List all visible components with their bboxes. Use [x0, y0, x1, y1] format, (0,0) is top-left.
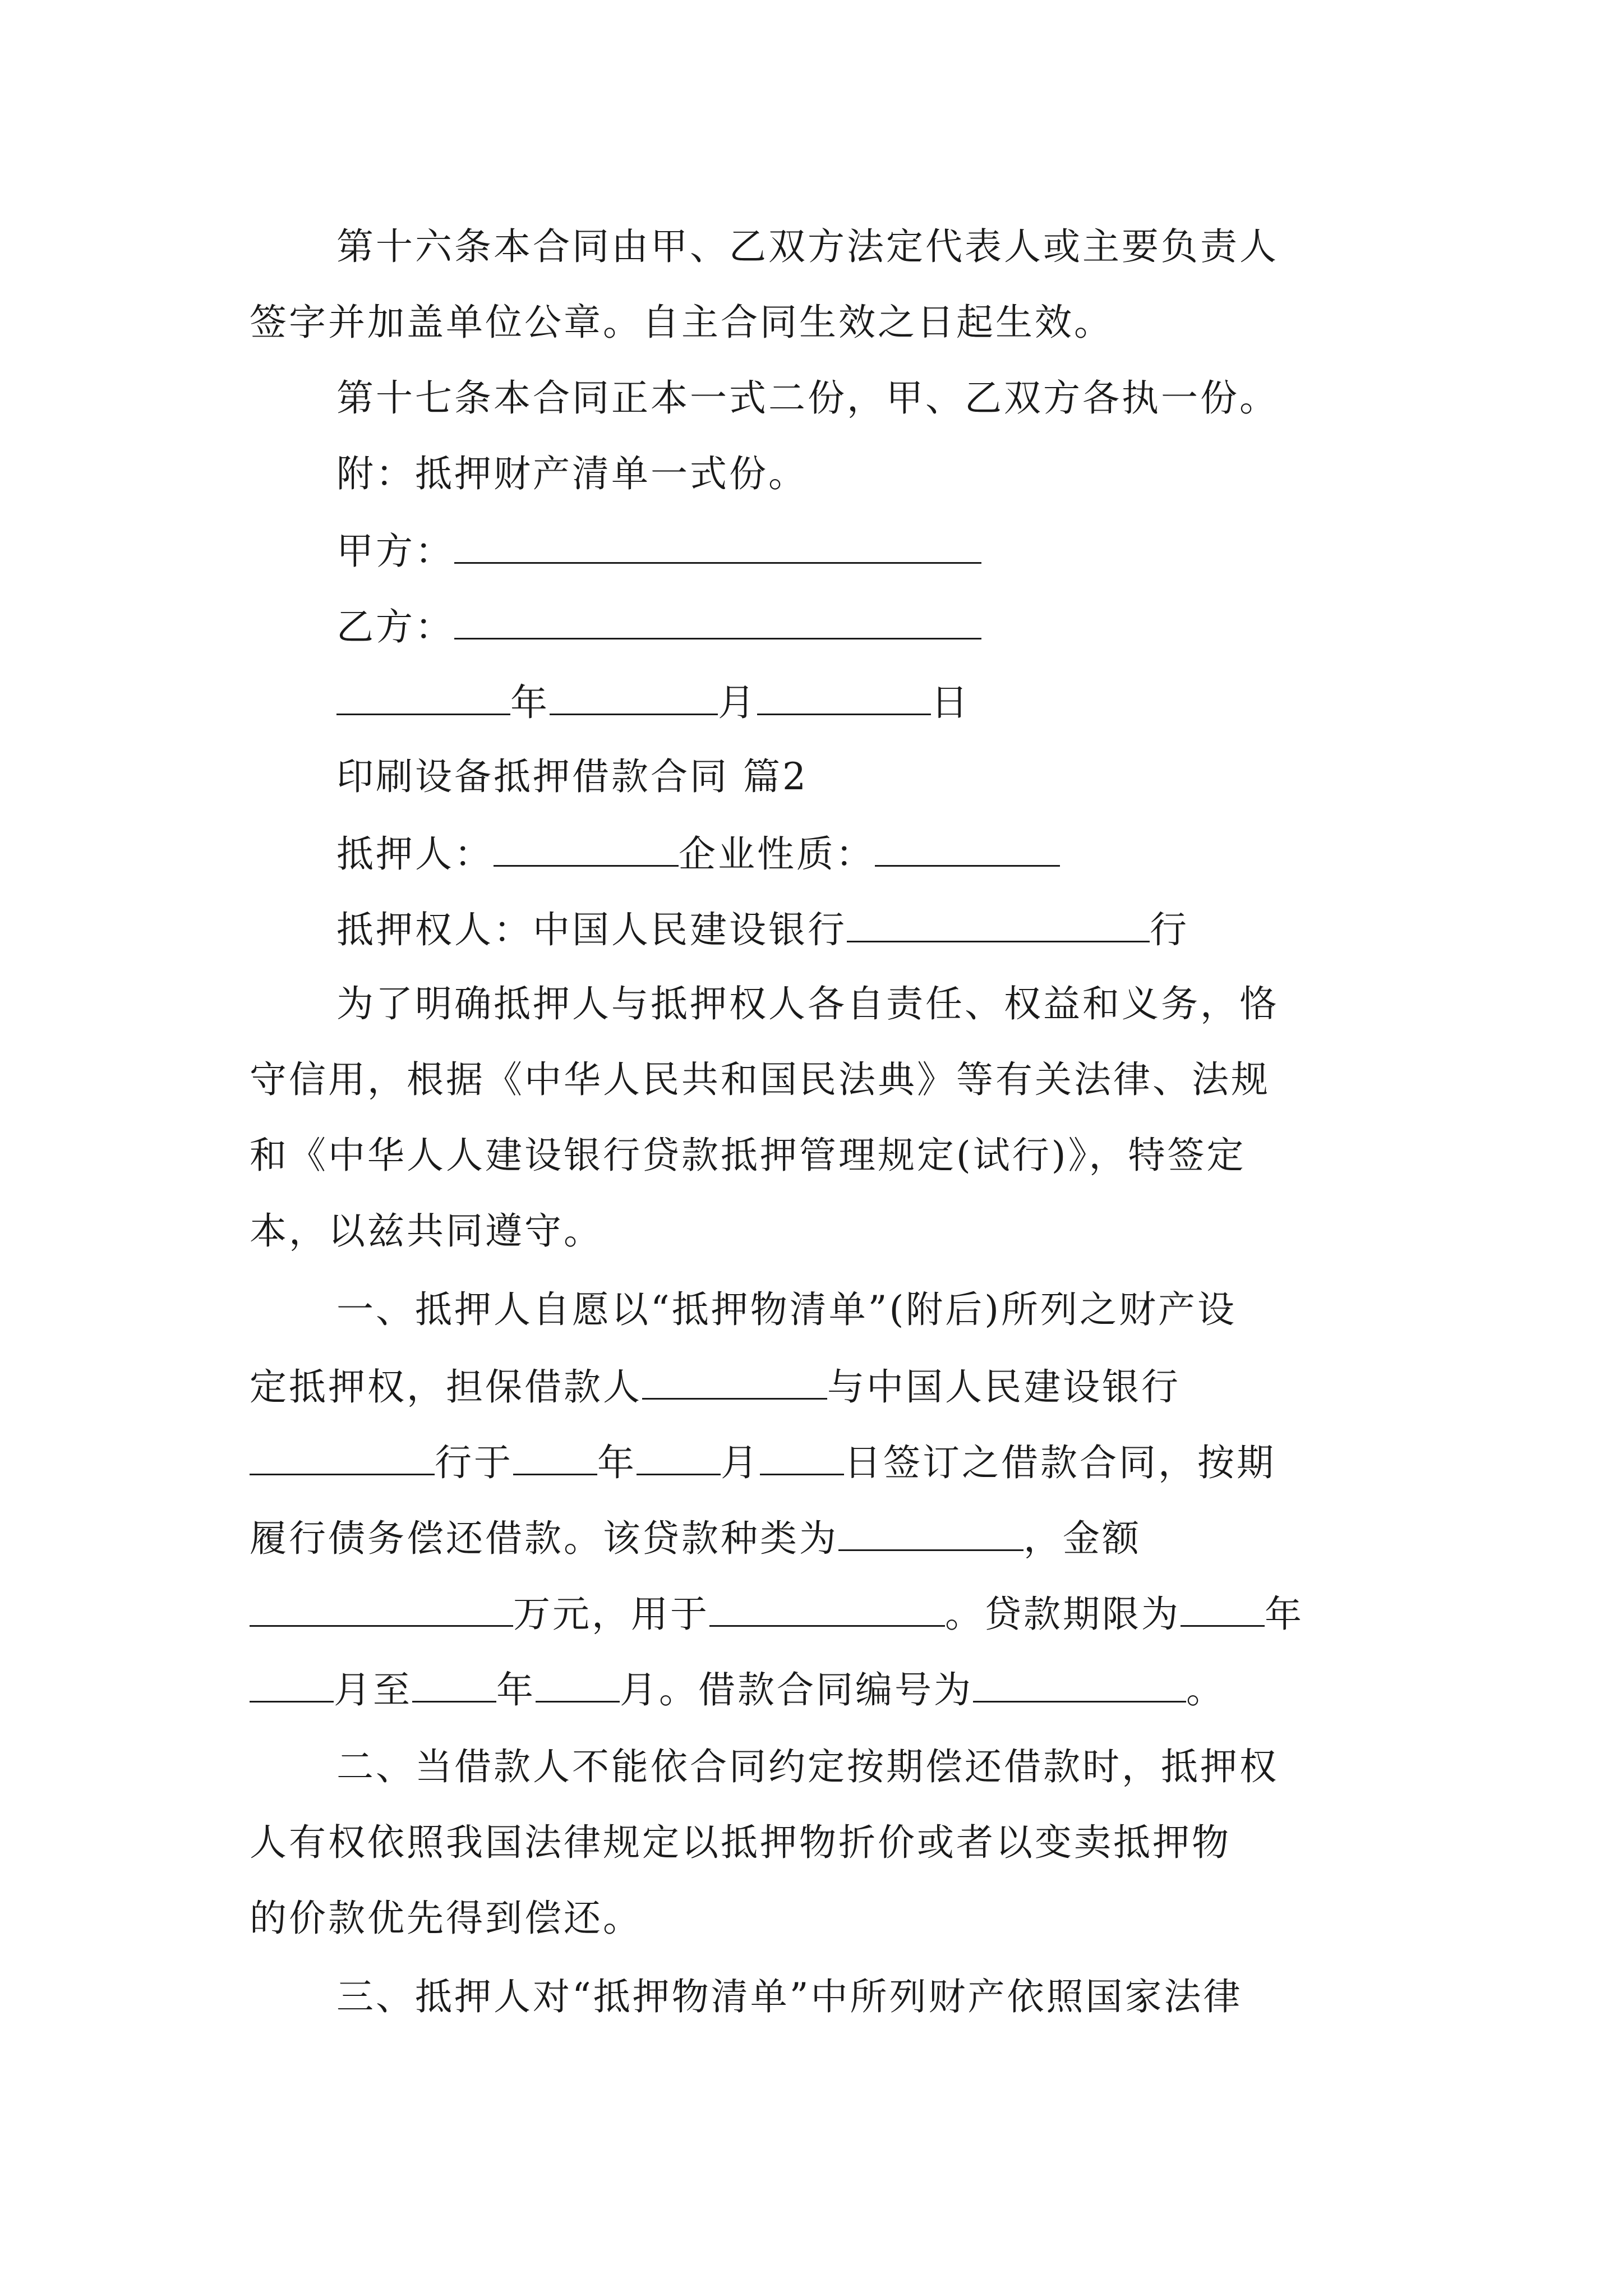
day-blank	[757, 679, 931, 715]
attachment-note: 附：抵押财产清单一式份。	[336, 452, 808, 495]
preamble-line-1: 为了明确抵押人与抵押权人各自责任、权益和义务，恪	[336, 982, 1279, 1025]
sign-day-blank	[760, 1439, 844, 1475]
clause-1-text: 与中国人民建设银行	[827, 1365, 1181, 1409]
preamble-line-2: 守信用，根据《中华人民共和国民法典》等有关法律、法规	[250, 1058, 1270, 1101]
term-end-year-blank	[412, 1666, 496, 1703]
enterprise-nature-blank	[875, 830, 1060, 867]
clause-3-line-1: 三、抵押人对“抵押物清单”中所列财产依照国家法律	[336, 1975, 1243, 2018]
party-b-line	[336, 603, 981, 650]
mortgagee-label: 抵押权人：中国人民建设银行	[336, 908, 847, 951]
day-label: 日	[931, 681, 970, 724]
clause-1-text: ，金额	[1023, 1517, 1141, 1560]
clause-1-text: 日签订之借款合同，按期	[844, 1441, 1276, 1484]
branch-blank	[250, 1439, 435, 1475]
mortgagee-branch-blank	[847, 906, 1150, 942]
term-start-year-blank	[1181, 1590, 1265, 1627]
mortgagor-line	[336, 830, 1060, 877]
party-a-label: 甲方：	[336, 530, 454, 573]
year-label: 年	[510, 681, 550, 724]
clause-1-line-3	[250, 1439, 1276, 1485]
preamble-line-3: 和《中华人人建设银行贷款抵押管理规定(试行)》，特签定	[250, 1134, 1246, 1177]
party-b-label: 乙方：	[336, 605, 454, 648]
clause-1-line-2	[250, 1363, 1181, 1410]
signing-date-line	[336, 679, 970, 725]
sign-year-blank	[513, 1439, 597, 1475]
clause-2-line-1: 二、当借款人不能依合同约定按期偿还借款时，抵押权	[336, 1745, 1279, 1788]
article-16-line-2: 签字并加盖单位公章。自主合同生效之日起生效。	[250, 301, 1113, 344]
clause-1-text: 。贷款期限为	[945, 1593, 1181, 1636]
clause-1-text: 月至	[334, 1668, 412, 1711]
month-blank	[550, 679, 718, 715]
clause-1-line-6	[250, 1666, 1225, 1713]
amount-blank	[250, 1590, 513, 1627]
year-blank	[336, 679, 510, 715]
mortgagor-blank	[494, 830, 679, 867]
enterprise-nature-label: 企业性质：	[679, 832, 875, 876]
clause-1-text: 年	[597, 1441, 637, 1484]
clause-1-text: 万元，用于	[513, 1593, 709, 1636]
clause-1-text: 行于	[435, 1441, 513, 1484]
clause-1-text: 年	[1265, 1593, 1304, 1636]
mortgagee-line	[336, 906, 1189, 953]
clause-1-text: 履行债务偿还借款。该贷款种类为	[250, 1517, 838, 1560]
loan-type-blank	[838, 1515, 1023, 1551]
article-16-line-1: 第十六条本合同由甲、乙双方法定代表人或主要负责人	[336, 225, 1279, 268]
clause-1-text: 月。借款合同编号为	[620, 1668, 973, 1711]
sign-month-blank	[637, 1439, 721, 1475]
clause-2-line-3: 的价款优先得到偿还。	[250, 1897, 642, 1940]
term-start-month-blank	[250, 1666, 334, 1703]
term-end-month-blank	[536, 1666, 620, 1703]
clause-1-text: 定抵押权，担保借款人	[250, 1365, 642, 1409]
section-heading: 印刷设备抵押借款合同 篇2	[336, 755, 808, 798]
clause-2-line-2: 人有权依照我国法律规定以抵押物折价或者以变卖抵押物	[250, 1821, 1231, 1864]
clause-1-text: 。	[1186, 1668, 1225, 1711]
party-a-blank	[454, 527, 981, 564]
month-label: 月	[718, 681, 757, 724]
party-b-blank	[454, 603, 981, 639]
article-17: 第十七条本合同正本一式二份，甲、乙双方各执一份。	[336, 376, 1279, 420]
mortgagor-label: 抵押人：	[336, 832, 494, 876]
mortgagee-suffix: 行	[1150, 908, 1189, 951]
preamble-line-4: 本，以兹共同遵守。	[250, 1209, 603, 1253]
clause-1-line-5	[250, 1590, 1304, 1637]
clause-1-line-1: 一、抵押人自愿以“抵押物清单”(附后)所列之财产设	[336, 1288, 1237, 1331]
contract-number-blank	[973, 1666, 1186, 1703]
clause-1-line-4	[250, 1515, 1141, 1561]
clause-1-text: 年	[496, 1668, 536, 1711]
purpose-blank	[709, 1590, 945, 1627]
party-a-line	[336, 527, 981, 574]
borrower-blank	[642, 1363, 827, 1400]
clause-1-text: 月	[721, 1441, 760, 1484]
